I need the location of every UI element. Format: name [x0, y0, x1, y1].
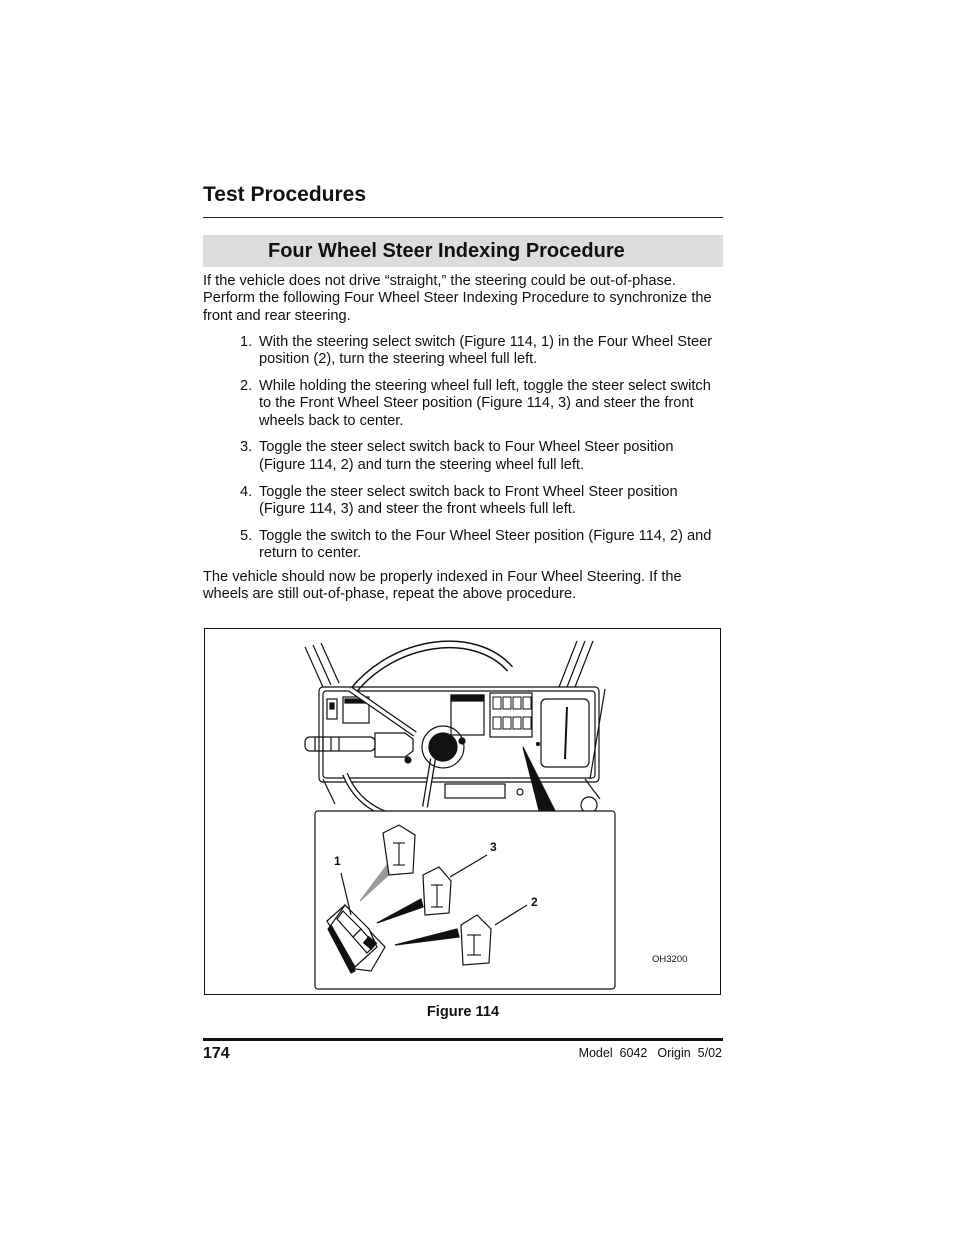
model-label: Model 6042: [578, 1046, 648, 1060]
conclusion-paragraph: The vehicle should now be properly indexed in Four Wheel Steering. If the wheels are still out-of-phase, repeat the above procedure.: [203, 569, 682, 603]
step-number: 2.: [240, 378, 253, 395]
step-number: 4.: [240, 483, 253, 500]
step-text: Toggle the switch to the Four Wheel Steer position (Figure 114, 2) and return to center.: [259, 527, 712, 561]
heading-band: [203, 235, 723, 267]
step-item: [203, 439, 723, 474]
step-text: With the steering select switch (Figure 114, 1) in the Four Wheel Steer position (2), turn the steering wheel full left.: [259, 334, 713, 368]
page-number: 174: [203, 1045, 230, 1062]
title-rule: [203, 217, 723, 218]
intro-paragraph: If the vehicle does not drive “straight,” the steering could be out-of-phase. Perform the following Four Wheel Steer Indexing Procedure to synchronize the front and rear steering.: [203, 273, 712, 324]
step-item: [203, 334, 723, 369]
callout-1: 1: [334, 854, 341, 868]
step-item: [203, 484, 723, 519]
step-number: 1.: [240, 334, 253, 350]
procedure-steps: [203, 334, 723, 572]
step-text: While holding the steering wheel full left, toggle the steer select switch to the Front Wheel Steer position (Figure 114, 3) and steer the front wheels back to center.: [259, 378, 711, 429]
section-title: Test Procedures: [203, 183, 367, 206]
dashboard-illustration: [205, 629, 722, 996]
footer-rule: [203, 1038, 723, 1041]
figure-code: OH3200: [652, 954, 688, 965]
footer-info: [569, 1046, 722, 1060]
origin-label: Origin 5/02: [657, 1046, 722, 1060]
step-number: 5.: [240, 527, 253, 544]
step-text: Toggle the steer select switch back to Front Wheel Steer position (Figure 114, 3) and steer the front wheels full left.: [259, 483, 678, 517]
step-text: Toggle the steer select switch back to Four Wheel Steer position (Figure 114, 2) and turn the steering wheel full left.: [259, 439, 674, 473]
callout-3: 3: [490, 840, 497, 854]
step-item: [203, 528, 723, 563]
figure-114: [204, 628, 721, 995]
procedure-heading: Four Wheel Steer Indexing Procedure: [268, 240, 625, 262]
step-item: [203, 378, 723, 430]
step-number: 3.: [240, 439, 253, 456]
callout-2: 2: [531, 895, 538, 909]
figure-caption: Figure 114: [426, 1004, 500, 1020]
